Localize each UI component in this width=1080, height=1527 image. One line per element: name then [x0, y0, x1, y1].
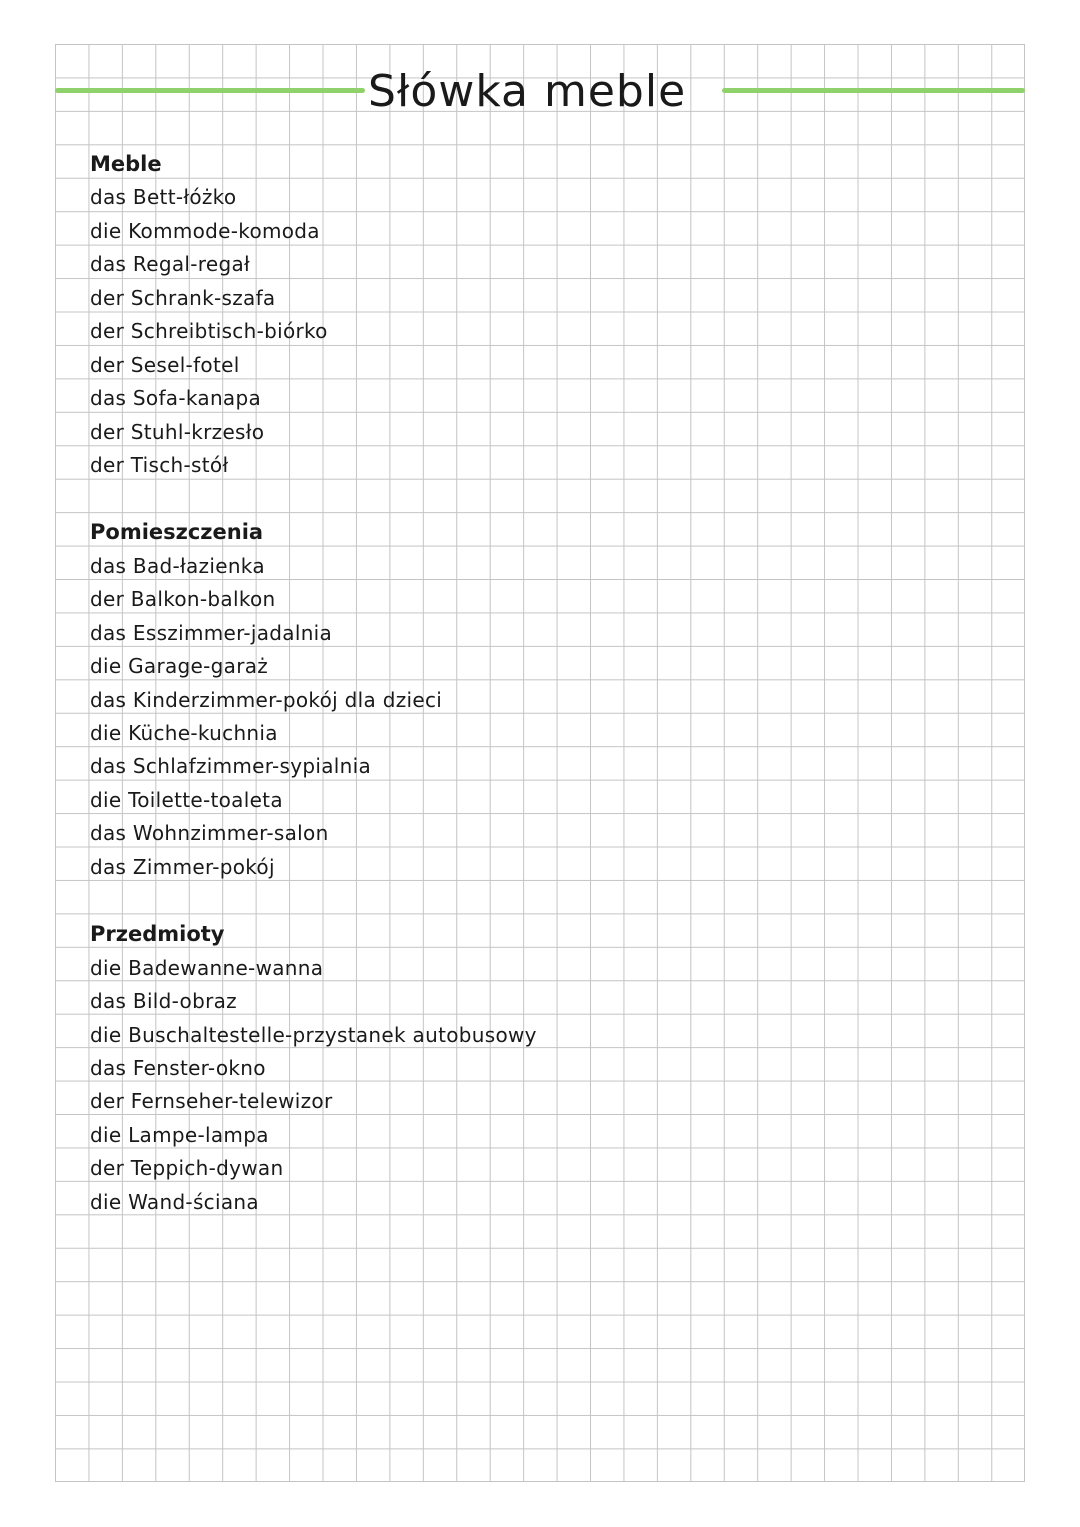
- list-item: das Wohnzimmer-salon: [90, 821, 329, 846]
- list-item: der Stuhl-krzesło: [90, 419, 265, 444]
- list-item: die Garage-garaż: [90, 654, 269, 679]
- title-underline-right: [722, 88, 1025, 93]
- list-item: der Tisch-stół: [90, 452, 229, 477]
- section-heading: Przedmioty: [90, 922, 225, 947]
- list-item: das Sofa-kanapa: [90, 386, 262, 411]
- list-item: der Teppich-dywan: [90, 1156, 284, 1181]
- list-item: die Buschaltestelle-przystanek autobusowy: [90, 1022, 537, 1047]
- list-item: das Schlafzimmer-sypialnia: [90, 754, 372, 779]
- list-item: das Regal-regał: [90, 252, 250, 277]
- list-item: der Balkon-balkon: [90, 587, 276, 612]
- list-item: die Küche-kuchnia: [90, 721, 278, 745]
- list-item: das Bett-łóżko: [90, 185, 237, 210]
- list-item: das Bild-obraz: [90, 989, 237, 1014]
- list-item: die Lampe-lampa: [90, 1122, 269, 1147]
- section-heading: Pomieszczenia: [90, 520, 264, 545]
- section-heading: Meble: [90, 152, 162, 176]
- section-przedmioty: [90, 918, 990, 1219]
- section-pomieszczenia: [90, 516, 990, 884]
- list-item: die Badewanne-wanna: [90, 955, 324, 980]
- list-item: der Schreibtisch-biórko: [90, 319, 328, 344]
- list-item: das Esszimmer-jadalnia: [90, 620, 333, 645]
- word-list: [90, 550, 990, 884]
- word-list: [90, 952, 990, 1220]
- list-item: das Zimmer-pokój: [90, 854, 275, 879]
- list-item: die Wand-ściana: [90, 1189, 259, 1214]
- list-item: die Toilette-toaleta: [90, 787, 283, 812]
- list-item: die Kommode-komoda: [90, 218, 320, 243]
- list-item: der Schrank-szafa: [90, 285, 276, 310]
- word-list: [90, 181, 990, 482]
- page-title: Słówka meble: [368, 66, 687, 117]
- vocabulary-content: [90, 148, 990, 1219]
- section-meble: [90, 148, 990, 482]
- list-item: das Fenster-okno: [90, 1055, 266, 1080]
- list-item: der Fernseher-telewizor: [90, 1089, 333, 1114]
- list-item: der Sesel-fotel: [90, 352, 240, 377]
- title-underline-left: [55, 88, 365, 93]
- list-item: das Kinderzimmer-pokój dla dzieci: [90, 687, 443, 712]
- list-item: das Bad-łazienka: [90, 553, 265, 578]
